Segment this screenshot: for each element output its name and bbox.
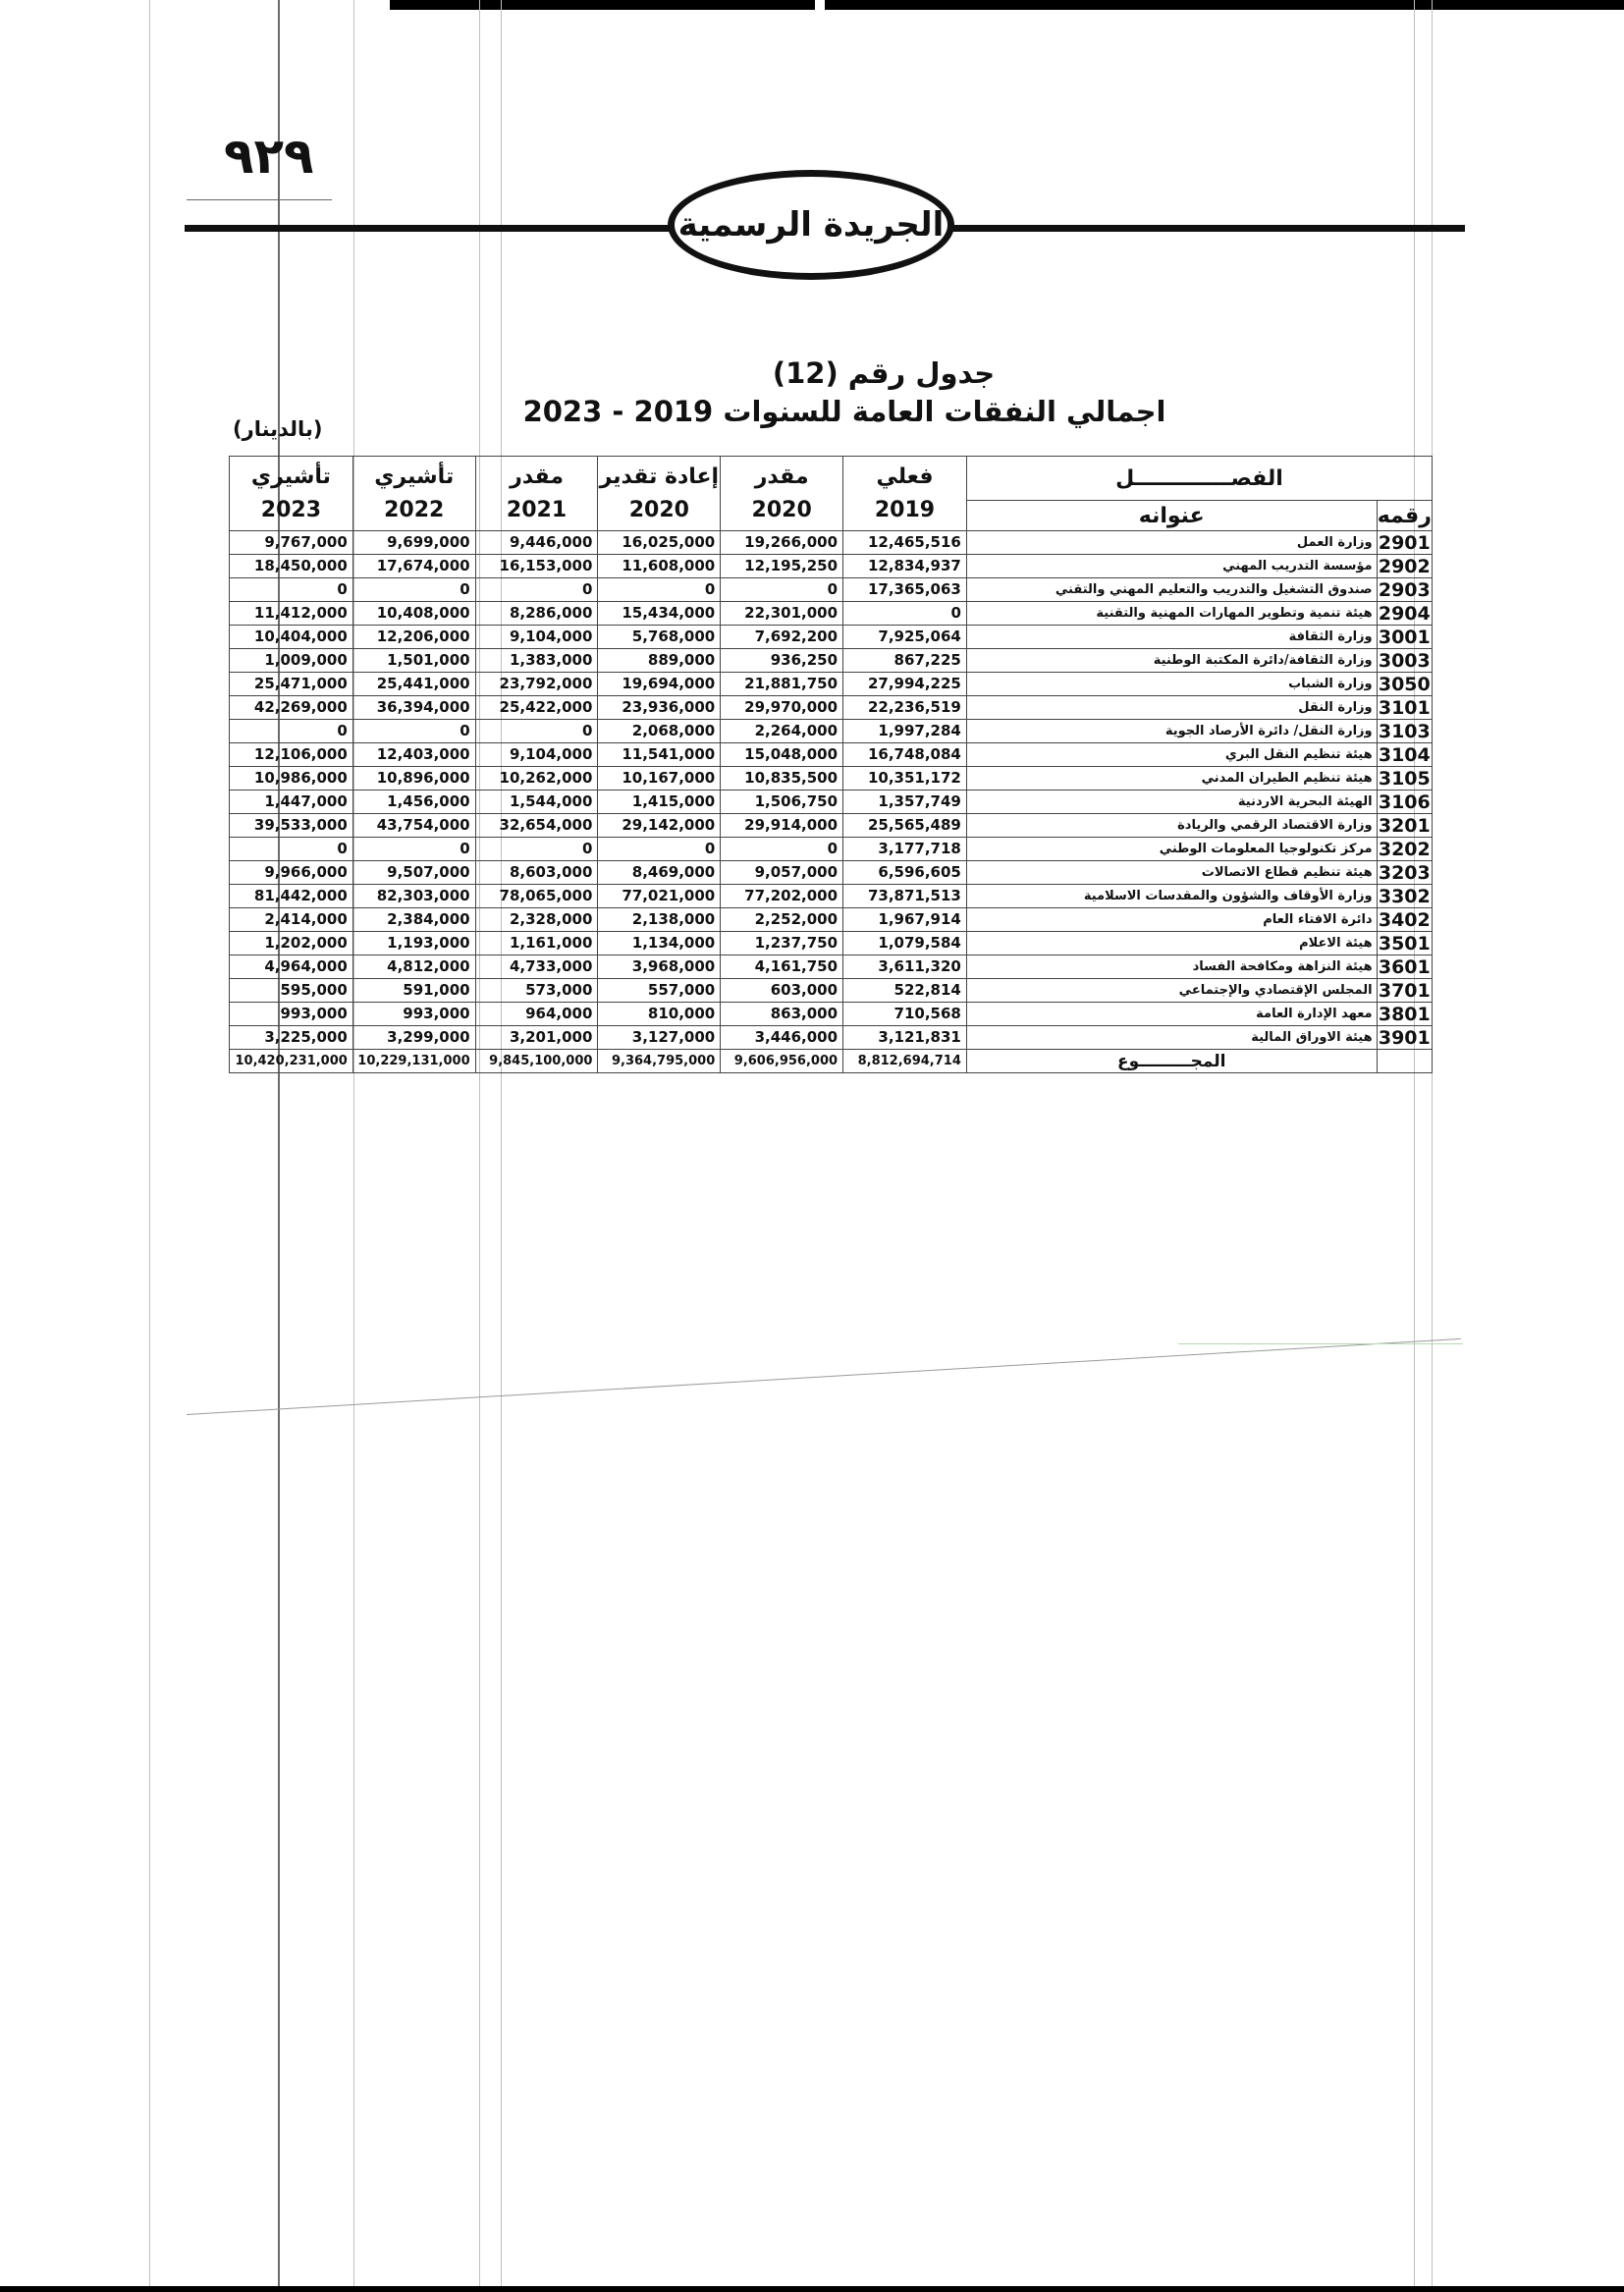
scan-top-gap [815, 0, 825, 10]
value-cell-v2021: 1,383,000 [475, 649, 598, 673]
total-code-cell [1377, 1050, 1432, 1073]
value-cell-v2020: 29,970,000 [721, 696, 843, 720]
chapter-title-cell: مركز تكنولوجيا المعلومات الوطني [966, 838, 1377, 861]
value-cell-v2020r: 11,608,000 [598, 555, 721, 578]
value-cell-v2022: 9,699,000 [352, 531, 475, 555]
value-cell-v2020: 15,048,000 [721, 743, 843, 767]
value-cell-v2020r: 2,068,000 [598, 720, 721, 743]
table-row [230, 979, 1433, 1003]
chapter-code-cell: 3701 [1378, 979, 1431, 1002]
chapter-code-cell: 3104 [1378, 743, 1431, 766]
value-cell-v2020: 10,835,500 [721, 767, 843, 791]
table-row [230, 626, 1433, 649]
value-cell-v2022: 17,674,000 [352, 555, 475, 578]
value-cell-v2020: 3,446,000 [721, 1026, 843, 1050]
value-cell-v2020: 0 [721, 578, 843, 602]
value-cell-v2020: 0 [721, 838, 843, 861]
value-cell-v2021: 25,422,000 [475, 696, 598, 720]
chapter-title-cell: هيئة الاوراق المالية [966, 1026, 1377, 1050]
table-row [230, 1003, 1433, 1026]
value-cell-v2019: 522,814 [843, 979, 967, 1003]
chapter-title-cell: هيئة النزاهة ومكافحة الفساد [966, 955, 1377, 979]
scan-vertical-line [479, 0, 480, 2292]
value-cell-v2020r: 23,936,000 [598, 696, 721, 720]
value-cell-v2022: 1,501,000 [352, 649, 475, 673]
chapter-code-cell: 2901 [1378, 531, 1431, 554]
chapter-code-cell: 2904 [1378, 602, 1431, 625]
total-cell-v2021: 9,845,100,000 [475, 1050, 598, 1073]
gazette-title: الجريدة الرسمية [677, 205, 945, 245]
value-cell-v2021: 3,201,000 [475, 1026, 598, 1050]
chapter-title-cell: وزارة النقل [966, 696, 1377, 720]
value-cell-v2022: 10,408,000 [352, 602, 475, 626]
chapter-code-cell: 3202 [1378, 838, 1431, 860]
value-cell-v2019: 3,611,320 [843, 955, 967, 979]
value-cell-v2023: 993,000 [230, 1003, 353, 1026]
value-cell-v2023: 39,533,000 [230, 814, 353, 838]
table-row [230, 649, 1433, 673]
value-cell-v2020: 4,161,750 [721, 955, 843, 979]
value-cell-v2023: 10,986,000 [230, 767, 353, 791]
value-cell-v2019: 867,225 [843, 649, 967, 673]
chapter-code-cell: 3501 [1378, 932, 1431, 955]
value-cell-v2020r: 15,434,000 [598, 602, 721, 626]
column-header-2020-reestimate: إعادة تقدير 2020 [598, 457, 721, 531]
chapter-code-cell: 3103 [1378, 720, 1431, 742]
chapter-code-cell: 3106 [1378, 791, 1431, 813]
chapter-code-cell: 3201 [1378, 814, 1431, 837]
total-cell-v2020r: 9,364,795,000 [598, 1050, 721, 1073]
scan-vertical-line [149, 0, 150, 2292]
value-cell-v2020r: 11,541,000 [598, 743, 721, 767]
value-cell-v2023: 81,442,000 [230, 885, 353, 908]
gazette-title-oval [668, 170, 954, 280]
value-cell-v2023: 595,000 [230, 979, 353, 1003]
table-title: جدول رقم (12) [772, 356, 996, 390]
chapter-title-cell: وزارة النقل/ دائرة الأرصاد الجوية [966, 720, 1377, 743]
value-cell-v2020: 7,692,200 [721, 626, 843, 649]
value-cell-v2020r: 3,968,000 [598, 955, 721, 979]
value-cell-v2023: 18,450,000 [230, 555, 353, 578]
table-row [230, 932, 1433, 955]
value-cell-v2023: 25,471,000 [230, 673, 353, 696]
table-row [230, 838, 1433, 861]
page-number: ٩٢٩ [224, 128, 314, 185]
value-cell-v2021: 9,104,000 [475, 743, 598, 767]
value-cell-v2020r: 1,134,000 [598, 932, 721, 955]
value-cell-v2023: 0 [230, 720, 353, 743]
chapter-title-cell: هيئة تنمية وتطوير المهارات المهنية والتقنية [966, 602, 1377, 626]
value-cell-v2022: 0 [352, 578, 475, 602]
table-row [230, 531, 1433, 555]
value-cell-v2022: 1,193,000 [352, 932, 475, 955]
column-header-2019: فعلي 2019 [843, 457, 967, 531]
total-cell-v2020: 9,606,956,000 [721, 1050, 843, 1073]
expenditure-table [229, 456, 1433, 1073]
chapter-code-cell: 3801 [1378, 1003, 1431, 1025]
table-row [230, 885, 1433, 908]
value-cell-v2023: 0 [230, 838, 353, 861]
value-cell-v2020r: 0 [598, 578, 721, 602]
value-cell-v2020: 22,301,000 [721, 602, 843, 626]
value-cell-v2019: 17,365,063 [843, 578, 967, 602]
value-cell-v2019: 22,236,519 [843, 696, 967, 720]
value-cell-v2020r: 889,000 [598, 649, 721, 673]
value-cell-v2020r: 0 [598, 838, 721, 861]
value-cell-v2020r: 8,469,000 [598, 861, 721, 885]
scan-vertical-line [278, 0, 280, 2292]
chapter-title-cell: الهيئة البحرية الاردنية [966, 791, 1377, 814]
value-cell-v2020: 12,195,250 [721, 555, 843, 578]
table-row [230, 673, 1433, 696]
chapter-title-cell: وزارة الأوقاف والشؤون والمقدسات الاسلامية [966, 885, 1377, 908]
table-row [230, 908, 1433, 932]
value-cell-v2023: 11,412,000 [230, 602, 353, 626]
value-cell-v2020r: 1,415,000 [598, 791, 721, 814]
chapter-title-cell: وزارة الثقافة/دائرة المكتبة الوطنية [966, 649, 1377, 673]
chapter-title-cell: معهد الإدارة العامة [966, 1003, 1377, 1026]
table-row [230, 720, 1433, 743]
value-cell-v2021: 32,654,000 [475, 814, 598, 838]
chapter-code-cell: 2903 [1378, 578, 1431, 601]
value-cell-v2020r: 19,694,000 [598, 673, 721, 696]
currency-unit-label: (بالدينار) [233, 417, 323, 441]
scan-top-border [0, 0, 1624, 10]
value-cell-v2023: 10,404,000 [230, 626, 353, 649]
column-header-title: عنوانه [966, 501, 1377, 531]
value-cell-v2020: 9,057,000 [721, 861, 843, 885]
value-cell-v2022: 25,441,000 [352, 673, 475, 696]
value-cell-v2022: 3,299,000 [352, 1026, 475, 1050]
column-header-2022: تأشيري 2022 [352, 457, 475, 531]
value-cell-v2019: 6,596,605 [843, 861, 967, 885]
value-cell-v2019: 1,967,914 [843, 908, 967, 932]
scan-vertical-line [1414, 0, 1415, 2292]
value-cell-v2019: 10,351,172 [843, 767, 967, 791]
value-cell-v2019: 3,177,718 [843, 838, 967, 861]
value-cell-v2022: 2,384,000 [352, 908, 475, 932]
value-cell-v2021: 0 [475, 578, 598, 602]
value-cell-v2023: 42,269,000 [230, 696, 353, 720]
chapter-title-cell: المجلس الإقتصادي والإجتماعي [966, 979, 1377, 1003]
value-cell-v2020: 2,252,000 [721, 908, 843, 932]
value-cell-v2021: 2,328,000 [475, 908, 598, 932]
value-cell-v2022: 9,507,000 [352, 861, 475, 885]
value-cell-v2019: 27,994,225 [843, 673, 967, 696]
value-cell-v2023: 9,767,000 [230, 531, 353, 555]
header-rule-right [952, 225, 1465, 232]
value-cell-v2020: 936,250 [721, 649, 843, 673]
value-cell-v2019: 12,465,516 [843, 531, 967, 555]
table-header-row [230, 457, 1433, 501]
scan-diagonal-line [1178, 1343, 1463, 1344]
value-cell-v2020: 77,202,000 [721, 885, 843, 908]
table-row [230, 791, 1433, 814]
chapter-title-cell: هيئة تنظيم قطاع الاتصالات [966, 861, 1377, 885]
table-row [230, 555, 1433, 578]
value-cell-v2021: 1,544,000 [475, 791, 598, 814]
chapter-title-cell: هيئة تنظيم النقل البري [966, 743, 1377, 767]
value-cell-v2022: 10,896,000 [352, 767, 475, 791]
table-subtitle: اجمالي النفقات العامة للسنوات 2019 - 2023 [522, 395, 1166, 428]
scan-vertical-line [501, 0, 502, 2292]
chapter-title-cell: مؤسسة التدريب المهني [966, 555, 1377, 578]
value-cell-v2023: 2,414,000 [230, 908, 353, 932]
value-cell-v2020r: 557,000 [598, 979, 721, 1003]
value-cell-v2023: 12,106,000 [230, 743, 353, 767]
table-row [230, 578, 1433, 602]
table-row [230, 743, 1433, 767]
value-cell-v2019: 3,121,831 [843, 1026, 967, 1050]
value-cell-v2021: 9,446,000 [475, 531, 598, 555]
value-cell-v2019: 1,997,284 [843, 720, 967, 743]
value-cell-v2021: 8,286,000 [475, 602, 598, 626]
value-cell-v2020r: 2,138,000 [598, 908, 721, 932]
chapter-title-cell: صندوق التشغيل والتدريب والتعليم المهني والتقني [966, 578, 1377, 602]
total-cell-v2022: 10,229,131,000 [352, 1050, 475, 1073]
value-cell-v2021: 573,000 [475, 979, 598, 1003]
value-cell-v2019: 710,568 [843, 1003, 967, 1026]
value-cell-v2019: 0 [843, 602, 967, 626]
value-cell-v2021: 8,603,000 [475, 861, 598, 885]
page-number-underline [187, 199, 332, 200]
value-cell-v2021: 964,000 [475, 1003, 598, 1026]
chapter-title-cell: وزارة الشباب [966, 673, 1377, 696]
chapter-title-cell: وزارة العمل [966, 531, 1377, 555]
value-cell-v2020r: 5,768,000 [598, 626, 721, 649]
chapter-code-cell: 3105 [1378, 767, 1431, 790]
value-cell-v2019: 73,871,513 [843, 885, 967, 908]
value-cell-v2019: 25,565,489 [843, 814, 967, 838]
value-cell-v2023: 1,202,000 [230, 932, 353, 955]
value-cell-v2022: 1,456,000 [352, 791, 475, 814]
value-cell-v2019: 1,357,749 [843, 791, 967, 814]
table-row [230, 696, 1433, 720]
chapter-code-cell: 2902 [1378, 555, 1431, 577]
value-cell-v2022: 36,394,000 [352, 696, 475, 720]
value-cell-v2023: 3,225,000 [230, 1026, 353, 1050]
value-cell-v2021: 1,161,000 [475, 932, 598, 955]
chapter-code-cell: 3203 [1378, 861, 1431, 884]
value-cell-v2019: 7,925,064 [843, 626, 967, 649]
value-cell-v2020: 2,264,000 [721, 720, 843, 743]
table-row [230, 1026, 1433, 1050]
value-cell-v2019: 1,079,584 [843, 932, 967, 955]
value-cell-v2021: 0 [475, 720, 598, 743]
value-cell-v2022: 0 [352, 720, 475, 743]
value-cell-v2022: 12,403,000 [352, 743, 475, 767]
table-row [230, 602, 1433, 626]
column-header-2020: مقدر 2020 [721, 457, 843, 531]
header-rule-left [185, 225, 671, 232]
value-cell-v2020: 19,266,000 [721, 531, 843, 555]
value-cell-v2019: 12,834,937 [843, 555, 967, 578]
value-cell-v2019: 16,748,084 [843, 743, 967, 767]
scan-vertical-line [353, 0, 354, 2292]
column-header-chapter: الفصـــــــــــــل [966, 457, 1432, 501]
table-row [230, 814, 1433, 838]
value-cell-v2020: 29,914,000 [721, 814, 843, 838]
chapter-code-cell: 3601 [1378, 955, 1431, 978]
value-cell-v2021: 16,153,000 [475, 555, 598, 578]
chapter-code-cell: 3001 [1378, 626, 1431, 648]
value-cell-v2023: 1,447,000 [230, 791, 353, 814]
value-cell-v2023: 0 [230, 578, 353, 602]
chapter-code-cell: 3402 [1378, 908, 1431, 931]
value-cell-v2020r: 3,127,000 [598, 1026, 721, 1050]
value-cell-v2020r: 29,142,000 [598, 814, 721, 838]
value-cell-v2022: 0 [352, 838, 475, 861]
chapter-title-cell: هيئة الاعلام [966, 932, 1377, 955]
total-cell-v2023: 10,420,231,000 [230, 1050, 353, 1073]
total-cell-v2019: 8,812,694,714 [843, 1050, 967, 1073]
value-cell-v2023: 9,966,000 [230, 861, 353, 885]
value-cell-v2020r: 810,000 [598, 1003, 721, 1026]
chapter-title-cell: وزارة الثقافة [966, 626, 1377, 649]
chapter-title-cell: دائرة الافتاء العام [966, 908, 1377, 932]
value-cell-v2020: 863,000 [721, 1003, 843, 1026]
scan-diagonal-line [187, 1338, 1461, 1415]
value-cell-v2021: 9,104,000 [475, 626, 598, 649]
value-cell-v2020r: 77,021,000 [598, 885, 721, 908]
chapter-code-cell: 3101 [1378, 696, 1431, 719]
chapter-code-cell: 3901 [1378, 1026, 1431, 1049]
table-row [230, 861, 1433, 885]
value-cell-v2021: 4,733,000 [475, 955, 598, 979]
total-label: المجـــــــــوع [966, 1050, 1377, 1073]
scan-bottom-border [0, 2286, 1624, 2292]
value-cell-v2020r: 10,167,000 [598, 767, 721, 791]
value-cell-v2020: 1,506,750 [721, 791, 843, 814]
value-cell-v2022: 993,000 [352, 1003, 475, 1026]
value-cell-v2022: 591,000 [352, 979, 475, 1003]
value-cell-v2022: 43,754,000 [352, 814, 475, 838]
value-cell-v2020r: 16,025,000 [598, 531, 721, 555]
chapter-code-cell: 3302 [1378, 885, 1431, 907]
value-cell-v2020: 21,881,750 [721, 673, 843, 696]
value-cell-v2023: 1,009,000 [230, 649, 353, 673]
value-cell-v2022: 12,206,000 [352, 626, 475, 649]
value-cell-v2021: 23,792,000 [475, 673, 598, 696]
chapter-title-cell: هيئة تنظيم الطيران المدني [966, 767, 1377, 791]
value-cell-v2020: 603,000 [721, 979, 843, 1003]
column-header-2021: مقدر 2021 [475, 457, 598, 531]
total-row [230, 1050, 1433, 1073]
column-header-code: رقمه [1377, 501, 1432, 531]
value-cell-v2020: 1,237,750 [721, 932, 843, 955]
table-row [230, 767, 1433, 791]
value-cell-v2021: 10,262,000 [475, 767, 598, 791]
value-cell-v2021: 0 [475, 838, 598, 861]
chapter-code-cell: 3050 [1378, 673, 1431, 695]
scan-vertical-line [1432, 0, 1433, 2292]
column-header-2023: تأشيري 2023 [230, 457, 353, 531]
value-cell-v2022: 4,812,000 [352, 955, 475, 979]
value-cell-v2021: 78,065,000 [475, 885, 598, 908]
chapter-code-cell: 3003 [1378, 649, 1431, 672]
table-row [230, 955, 1433, 979]
value-cell-v2023: 4,964,000 [230, 955, 353, 979]
value-cell-v2022: 82,303,000 [352, 885, 475, 908]
chapter-title-cell: وزارة الاقتصاد الرقمي والريادة [966, 814, 1377, 838]
